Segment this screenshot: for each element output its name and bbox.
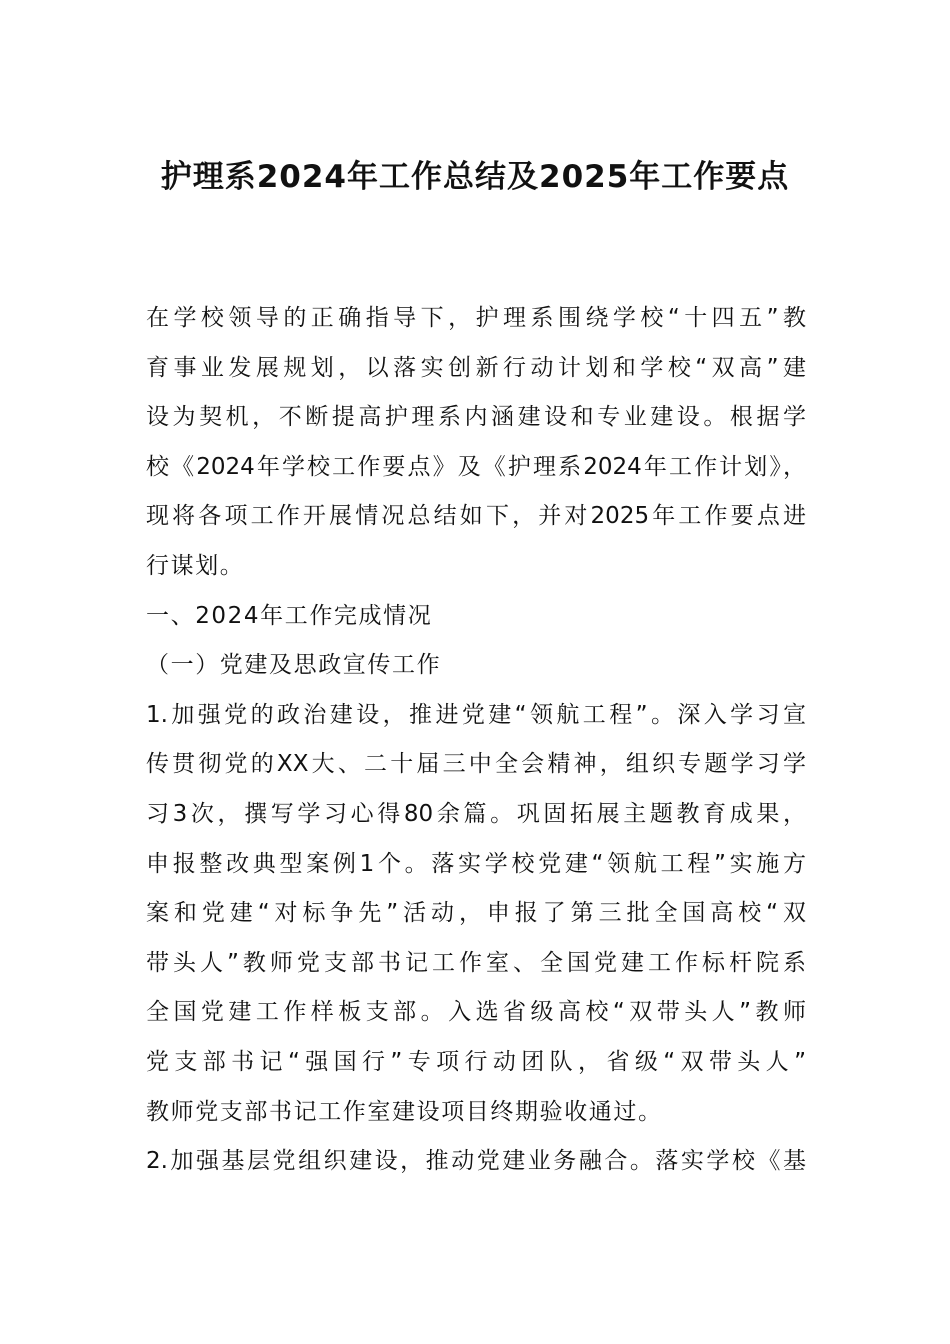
document-body [146,294,806,1187]
paragraph-line: 2.加强基层党组织建设，推动党建业务融合。落实学校《基 [146,1148,806,1175]
paragraph-line: 行谋划。 [146,552,245,579]
subsection-heading: （一）党建及思政宣传工作 [146,652,442,679]
paragraph-line: 带头人”教师党支部书记工作室、全国党建工作标杆院系 [146,949,806,976]
paragraph-line: 育事业发展规划，以落实创新行动计划和学校“双高”建 [146,354,806,381]
paragraph-line: 教师党支部书记工作室建设项目终期验收通过。 [146,1098,663,1125]
paragraph-line: 设为契机，不断提高护理系内涵建设和专业建设。根据学 [146,404,806,431]
paragraph-line: 在学校领导的正确指导下，护理系围绕学校“十四五”教 [146,305,806,331]
paragraph-line: 传贯彻党的XX大、二十届三中全会精神，组织专题学习学 [146,751,806,778]
paragraph-line: 1.加强党的政治建设，推进党建“领航工程”。深入学习宣 [146,701,806,728]
paragraph-line: 申报整改典型案例1个。落实学校党建“领航工程”实施方 [146,850,806,877]
paragraph-line: 案和党建“对标争先”活动，申报了第三批全国高校“双 [146,900,806,927]
paragraph-line: 校《2024年学校工作要点》及《护理系2024年工作计划》， [146,453,806,480]
section-heading: 一、2024年工作完成情况 [146,602,433,629]
paragraph-line: 全国党建工作样板支部。入选省级高校“双带头人”教师 [146,999,806,1026]
paragraph-line: 现将各项工作开展情况总结如下，并对2025年工作要点进 [146,503,806,530]
document-title: 护理系2024年工作总结及2025年工作要点 [160,159,790,195]
paragraph-line: 党支部书记“强国行”专项行动团队，省级“双带头人” [146,1048,806,1075]
paragraph-line: 习3次，撰写学习心得80余篇。巩固拓展主题教育成果， [146,800,806,827]
